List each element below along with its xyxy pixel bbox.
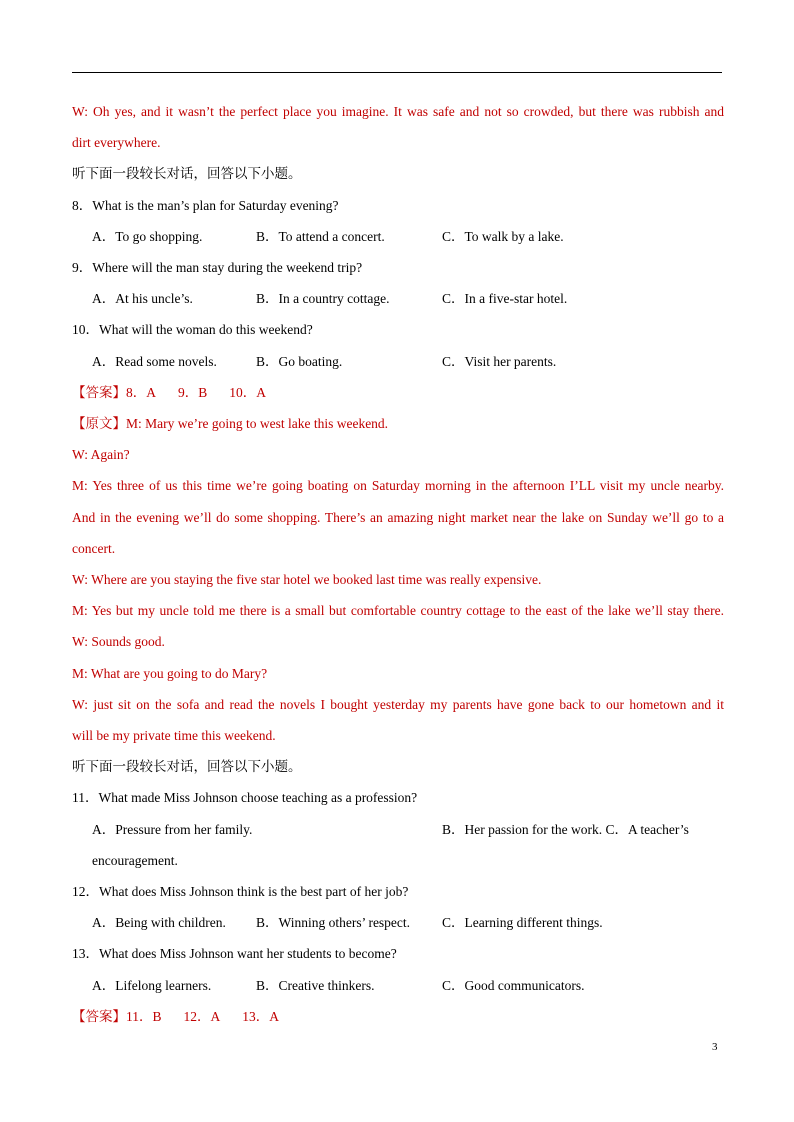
option-a: A．Pressure from her family. <box>92 822 253 837</box>
transcript-line: W: Again? <box>72 447 130 462</box>
transcript-line: W: just sit on the sofa and read the novels I bought yesterday my parents have gone back to our hometown and it <box>72 697 724 712</box>
option-a: A．At his uncle’s. <box>92 291 193 306</box>
question-13: 13．What does Miss Johnson want her students to become? <box>72 946 397 961</box>
option-b: B．In a country cottage. <box>256 291 390 306</box>
question-8: 8．What is the man’s plan for Saturday evening? <box>72 198 339 213</box>
option-b: B．Winning others’ respect. <box>256 915 411 930</box>
question-12: 12．What does Miss Johnson think is the best part of her job? <box>72 884 409 899</box>
transcript-line: W: Where are you staying the five star hotel we booked last time was really expensive. <box>72 572 542 587</box>
source-line <box>72 414 724 434</box>
options-row-8 <box>0 227 794 247</box>
transcript-line: And in the evening we’ll do some shopping. There’s an amazing night market near the lake on Sunday we’ll go to a <box>72 510 724 525</box>
section-instruction: 听下面一段较长对话，回答以下小题。 <box>72 166 302 181</box>
question-11: 11．What made Miss Johnson choose teaching as a profession? <box>72 790 418 805</box>
option-c-continued: encouragement. <box>92 853 178 868</box>
answer-label: 【答案】 <box>72 385 126 400</box>
answer-item: 8．A <box>126 385 156 400</box>
answer-item: 9．B <box>178 385 208 400</box>
transcript-line: M: Yes but my uncle told me there is a small but comfortable country cottage to the east of the lake we’ll stay there. <box>72 603 724 618</box>
options-row-12 <box>0 913 794 933</box>
options-row-11 <box>0 820 794 840</box>
option-c: C．Learning different things. <box>442 915 603 930</box>
option-c: C．To walk by a lake. <box>442 229 564 244</box>
option-a: A．Being with children. <box>92 915 226 930</box>
option-a: A．Lifelong learners. <box>92 978 212 993</box>
page-number: 3 <box>712 1041 718 1053</box>
answer-label: 【答案】 <box>72 1009 126 1024</box>
transcript-line: will be my private time this weekend. <box>72 728 276 743</box>
answer-line <box>72 383 724 403</box>
answer-item: 12．A <box>183 1009 221 1024</box>
option-b: B．Go boating. <box>256 354 343 369</box>
source-label: 【原文】 <box>72 416 126 431</box>
answer-line <box>72 1007 724 1027</box>
transcript-line: M: Yes three of us this time we’re going boating on Saturday morning in the afternoon I’LL visit my uncle nearby. <box>72 478 724 493</box>
transcript-line: dirt everywhere. <box>72 135 161 150</box>
answer-item: 10．A <box>229 385 267 400</box>
options-row-9 <box>0 289 794 309</box>
option-a: A．To go shopping. <box>92 229 203 244</box>
transcript-text: M: Mary we’re going to west lake this weekend. <box>126 416 389 431</box>
transcript-line: W: Sounds good. <box>72 634 165 649</box>
header-rule <box>72 72 722 73</box>
answer-item: 11．B <box>126 1009 162 1024</box>
transcript-line: W: Oh yes, and it wasn’t the perfect place you imagine. It was safe and not so crowded, but there was rubbish and <box>72 104 724 119</box>
option-b-c: B．Her passion for the work. C．A teacher’s <box>442 822 689 837</box>
question-9: 9．Where will the man stay during the weekend trip? <box>72 260 363 275</box>
options-row-11-continued <box>0 851 794 871</box>
option-c: C．Good communicators. <box>442 978 585 993</box>
transcript-line: M: What are you going to do Mary? <box>72 666 268 681</box>
options-row-13 <box>0 976 794 996</box>
answer-item: 13．A <box>242 1009 280 1024</box>
option-b: B．Creative thinkers. <box>256 978 375 993</box>
transcript-line: concert. <box>72 541 116 556</box>
option-b: B．To attend a concert. <box>256 229 385 244</box>
question-10: 10．What will the woman do this weekend? <box>72 322 313 337</box>
option-c: C．In a five-star hotel. <box>442 291 568 306</box>
option-a: A．Read some novels. <box>92 354 217 369</box>
options-row-10 <box>0 352 794 372</box>
section-instruction: 听下面一段较长对话，回答以下小题。 <box>72 759 302 774</box>
option-c: C．Visit her parents. <box>442 354 557 369</box>
